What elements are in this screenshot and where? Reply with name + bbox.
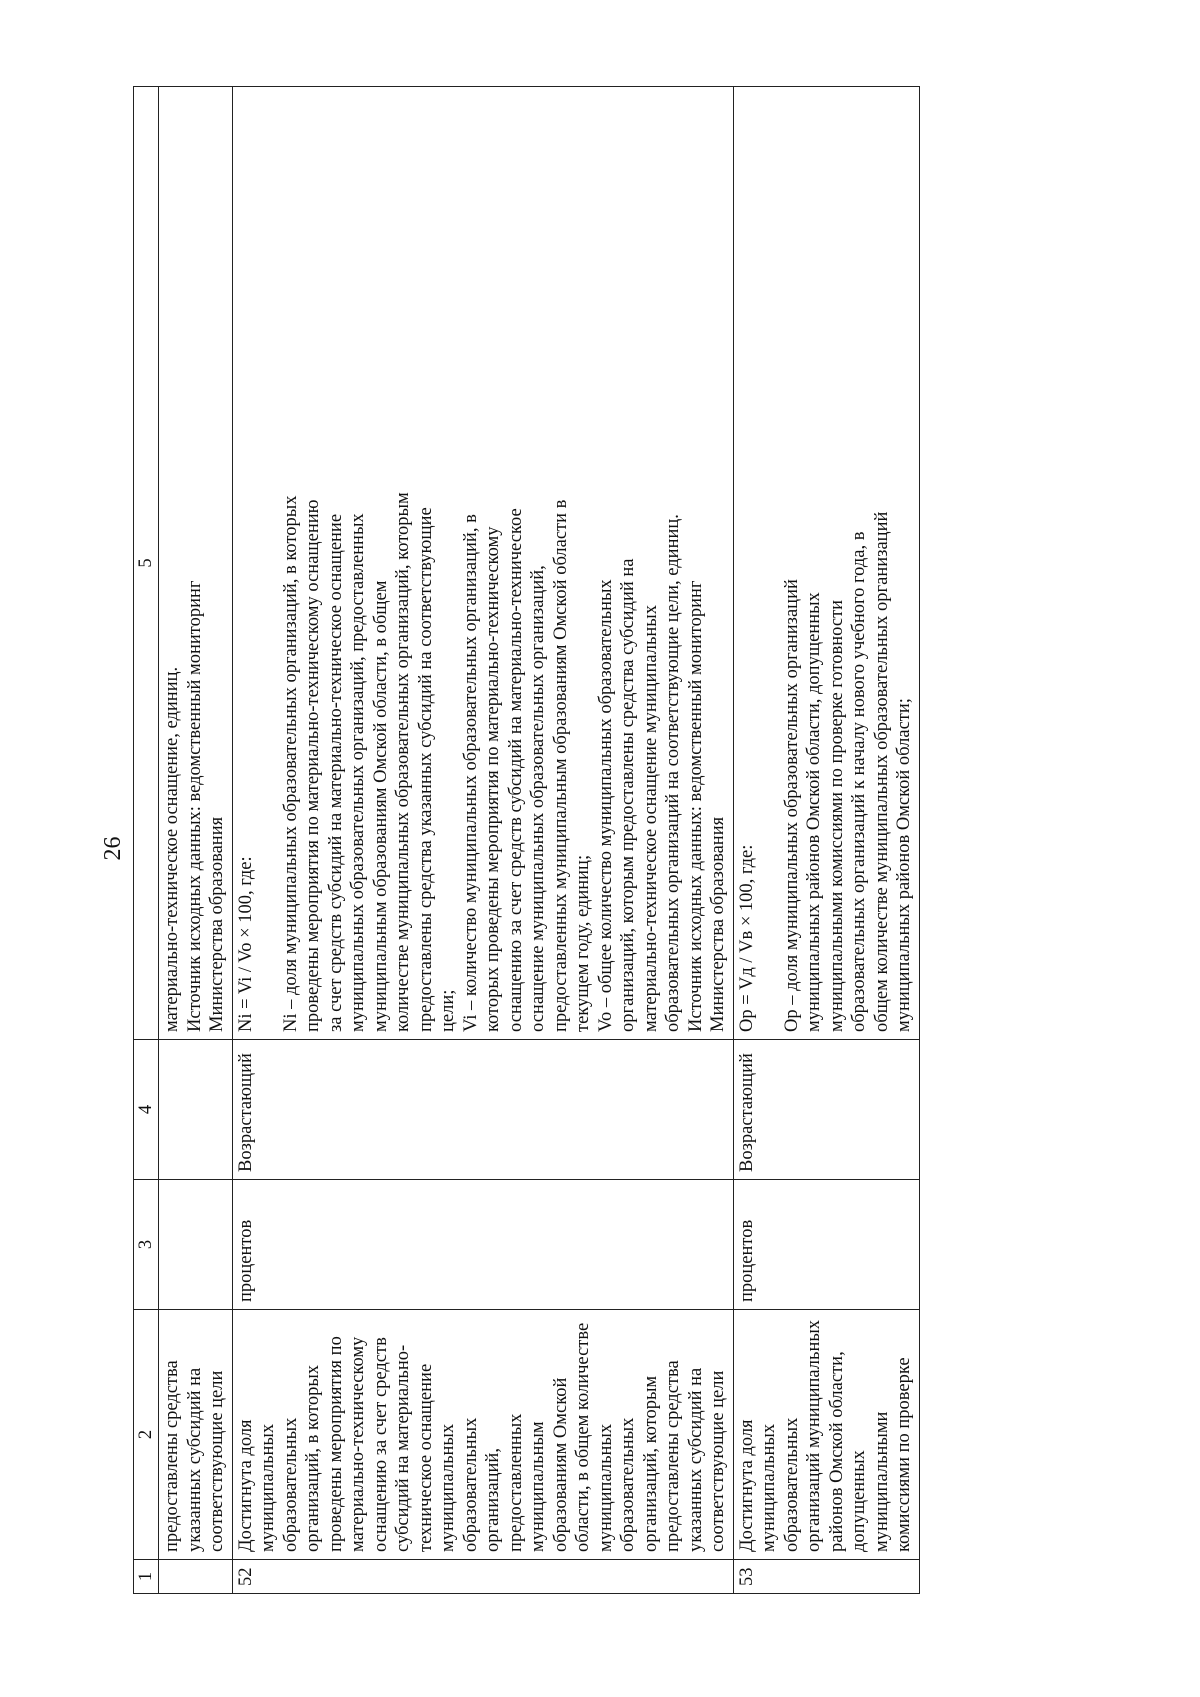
indicator-line: образовательных (781, 1417, 802, 1552)
method-line: предоставленных муниципальным образованиям Омской области в (550, 499, 571, 1032)
column-header-2: 2 (134, 1310, 159, 1560)
indicator-line: проведены мероприятия по (325, 1336, 346, 1552)
trend-text: Возрастающий (736, 1053, 757, 1172)
unit-text: процентов (235, 1219, 256, 1302)
trend-cell (733, 1040, 919, 1180)
row-number: 52 (235, 1567, 256, 1586)
indicator-line: муниципальных (759, 1423, 779, 1552)
method-line: цели; (438, 989, 458, 1032)
indicators-table (133, 86, 920, 1594)
indicator-line: муниципальных (438, 1423, 458, 1552)
method-line: общем количестве муниципальных образовательных организаций (871, 511, 892, 1032)
method-line: муниципальных образовательных организаций, предоставленных (348, 513, 368, 1032)
method-line: предоставлены средства указанных субсидий на соответствующие (415, 507, 436, 1032)
indicator-line: предоставленных (505, 1413, 526, 1552)
indicator-line: образованиям Омской (550, 1377, 571, 1552)
indicator-line: образовательных (280, 1417, 301, 1552)
method-line: материально-техническое оснащение, единиц. (162, 666, 182, 1032)
trend-cell (232, 1040, 733, 1180)
method-line: оснащение муниципальных образовательных организаций, (528, 565, 548, 1032)
indicator-line: предоставлены средства (663, 1360, 683, 1552)
calculation-method-cell (159, 87, 233, 1040)
indicator-line: муниципальных (595, 1423, 616, 1552)
method-line: оснащению за счет средств субсидий на материально-техническое (505, 508, 526, 1032)
indicator-line: субсидий на материально- (393, 1344, 413, 1552)
formula: Ni = Vi / Vo × 100, где: (235, 856, 256, 1032)
indicator-line: области, в общем количестве (573, 1322, 593, 1552)
indicator-line: организаций, (483, 1448, 503, 1552)
row-number-cell (232, 1560, 733, 1594)
column-header-3: 3 (134, 1180, 159, 1310)
column-header-4: 4 (134, 1040, 159, 1180)
indicator-line: оснащению за счет средств (370, 1337, 391, 1552)
table-row (733, 87, 919, 1594)
indicator-line: указанных субсидий на (685, 1367, 706, 1552)
method-line: муниципальных районов Омской области, допущенных (804, 592, 824, 1032)
indicator-line: соответствующие цели (708, 1370, 728, 1552)
indicator-line: организаций, которым (640, 1375, 661, 1552)
indicator-line: муниципальных (258, 1423, 278, 1552)
table-body (159, 87, 920, 1594)
formula: Op = Vд / Vв × 100, где: (736, 844, 757, 1032)
row-number: 53 (736, 1567, 757, 1586)
row-number-cell (159, 1560, 233, 1594)
calculation-method-cell (733, 87, 919, 1040)
indicator-line: организаций муниципальных (804, 1319, 824, 1552)
indicator-line: образовательных (618, 1417, 638, 1552)
method-line: проведены мероприятия по материально-техническому оснащению (303, 499, 323, 1032)
method-line: Источник исходных данных: ведомственный мониторинг (184, 580, 205, 1032)
indicator-line: допущенных (849, 1450, 869, 1552)
method-line: муниципальными комиссиями по проверке готовности (826, 599, 847, 1032)
trend-cell (159, 1040, 233, 1180)
method-line: Министерства образования (207, 816, 227, 1032)
indicator-line: муниципальным (528, 1421, 548, 1552)
method-line: организаций, которым предоставлены средства субсидий на (618, 558, 638, 1032)
method-line: Ni – доля муниципальных образовательных организаций, в которых (280, 495, 301, 1032)
unit-cell (159, 1180, 233, 1310)
method-line: материально-техническое оснащение муниципальных (640, 605, 661, 1032)
method-line: муниципальным образованиям Омской области, в общем (370, 580, 391, 1032)
method-line: Op – доля муниципальных образовательных организаций (781, 579, 802, 1032)
method-line: которых проведены мероприятия по материально-техническому (483, 526, 503, 1032)
indicator-line: муниципальными (871, 1411, 892, 1552)
indicator-line: Достигнута доля (235, 1419, 256, 1552)
indicator-line: техническое оснащение (415, 1363, 436, 1552)
indicator-line: указанных субсидий на (184, 1367, 205, 1552)
page-number: 26 (100, 836, 126, 861)
method-line: муниципальных районов Омской области; (894, 698, 914, 1032)
method-line: Vi – количество муниципальных образовательных организаций, в (460, 514, 481, 1032)
method-line: Vo – общее количество муниципальных образовательных (595, 579, 616, 1032)
unit-text: процентов (736, 1219, 757, 1302)
trend-text: Возрастающий (235, 1053, 256, 1172)
method-line: текущем году, единиц; (573, 854, 593, 1032)
unit-cell (232, 1180, 733, 1310)
unit-cell (733, 1180, 919, 1310)
indicator-line: соответствующие цели (207, 1370, 227, 1552)
indicator-line: Достигнута доля (736, 1419, 757, 1552)
blank-line (758, 94, 781, 1032)
table-row (159, 87, 233, 1594)
method-line: образовательных организаций к началу нового учебного года, в (849, 531, 869, 1032)
indicator-line: комиссиями по проверке (894, 1357, 914, 1552)
row-number-cell (733, 1560, 919, 1594)
column-header-1: 1 (134, 1560, 159, 1594)
indicator-line: образовательных (460, 1417, 481, 1552)
column-header-5: 5 (134, 87, 159, 1040)
method-line: Министерства образования (708, 816, 728, 1032)
indicator-name-cell (733, 1310, 919, 1560)
table-row (232, 87, 733, 1594)
method-line: количестве муниципальных образовательных организаций, которым (393, 492, 413, 1032)
method-line: образовательных организаций на соответствующие цели, единиц. (663, 514, 683, 1032)
method-line: Источник исходных данных: ведомственный мониторинг (685, 580, 706, 1032)
indicator-line: предоставлены средства (162, 1360, 182, 1552)
indicator-line: организаций, в которых (303, 1364, 323, 1552)
indicator-name-cell (159, 1310, 233, 1560)
indicator-line: районов Омской области, (826, 1351, 847, 1552)
calculation-method-cell (232, 87, 733, 1040)
indicator-name-cell (232, 1310, 733, 1560)
method-line: за счет средств субсидий на материально-техническое оснащение (325, 513, 346, 1032)
table-header-row (134, 87, 159, 1594)
blank-line (257, 94, 280, 1032)
indicator-line: материально-техническому (348, 1336, 368, 1552)
